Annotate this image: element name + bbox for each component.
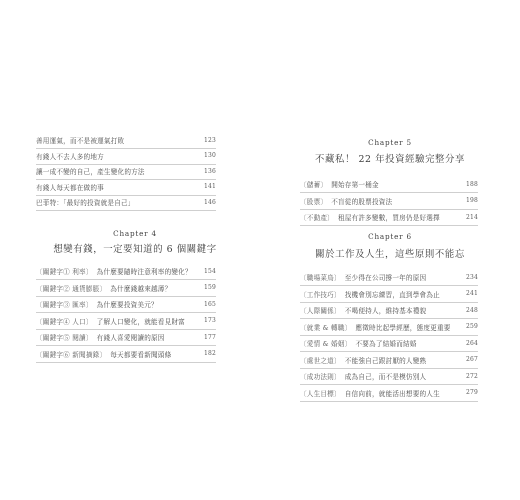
toc-entry-page-number: 241 bbox=[465, 290, 478, 297]
toc-entry-text: 不要為了結婚而結婚 bbox=[355, 340, 417, 348]
toc-entry-page-number: 141 bbox=[203, 183, 216, 190]
toc-entry-title bbox=[36, 197, 198, 207]
toc-entry-text: 善用運氣，而不是被運氣打敗 bbox=[36, 137, 125, 145]
toc-entry bbox=[300, 320, 478, 334]
toc-entry-text: 不能強自己跟討厭的人變熟 bbox=[344, 356, 427, 365]
toc-entry-tag: 〔愛情 & 婚姻〕 bbox=[300, 340, 352, 348]
toc-entry-text: 有錢人不去人多的地方 bbox=[36, 152, 104, 161]
toc-entry-tag: 〔就業 & 轉職〕 bbox=[300, 323, 352, 332]
toc-entry-title bbox=[300, 371, 460, 381]
chapter-5-label: Chapter 5 bbox=[368, 138, 412, 147]
toc-entry-title bbox=[36, 332, 198, 342]
toc-entry-tag: 〔人生目標〕 bbox=[300, 389, 341, 398]
toc-entry-title bbox=[36, 151, 198, 161]
toc-entry-title bbox=[300, 338, 460, 348]
toc-entry bbox=[300, 386, 478, 400]
toc-entry bbox=[300, 303, 478, 317]
toc-entry-page-number: 214 bbox=[465, 213, 478, 221]
toc-entry-title bbox=[300, 179, 460, 189]
toc-entry bbox=[300, 369, 478, 383]
toc-entry bbox=[300, 336, 478, 350]
toc-entry-page-number: 279 bbox=[465, 389, 478, 396]
toc-entry-title bbox=[36, 349, 198, 359]
toc-entry-tag: 〔關鍵字④ 人口〕 bbox=[36, 317, 93, 326]
toc-entry-page-number: 146 bbox=[203, 198, 216, 206]
toc-entry-page-number: 130 bbox=[203, 152, 216, 159]
toc-entry-tag: 〔職場菜鳥〕 bbox=[300, 274, 341, 282]
toc-entry-page-number: 123 bbox=[203, 136, 216, 144]
toc-entry bbox=[36, 297, 216, 311]
toc-entry-text: 不盲從的股票投資法 bbox=[331, 197, 393, 206]
toc-entry-text: 有錢人每天都在做的事 bbox=[36, 183, 104, 192]
toc-entry bbox=[36, 180, 216, 194]
toc-divider bbox=[300, 225, 478, 226]
toc-entry-text: 成為自己，而不是模仿別人 bbox=[344, 373, 427, 381]
toc-entry-title bbox=[300, 212, 460, 222]
toc-entry-tag: 〔關鍵字⑤ 閱讀〕 bbox=[36, 334, 93, 342]
toc-entry-page-number: 259 bbox=[465, 323, 478, 330]
toc-entry-text: 應徵時比起學經歷，態度更重要 bbox=[355, 323, 451, 332]
toc-entry-page-number: 198 bbox=[465, 197, 478, 204]
toc-entry-page-number: 248 bbox=[465, 306, 478, 314]
toc-entry-page-number: 154 bbox=[203, 267, 216, 275]
toc-entry-title bbox=[36, 299, 198, 309]
toc-entry-title bbox=[36, 135, 198, 145]
chapter-6-title: 關於工作及人生，這些原則不能忘 bbox=[315, 249, 465, 260]
toc-entry-tag: 〔關鍵字① 利率〕 bbox=[36, 268, 93, 276]
toc-entry bbox=[300, 353, 478, 367]
toc-entry-title bbox=[300, 388, 460, 398]
toc-entry bbox=[36, 330, 216, 344]
toc-entry-text: 有錢人喜愛閱讀的原因 bbox=[96, 334, 165, 342]
toc-entry-text: 為什麼要隨時注意利率的變化？ bbox=[96, 268, 192, 276]
toc-entry-text: 每天都要看新聞頭條 bbox=[110, 350, 172, 359]
toc-entry-tag: 〔人際關係〕 bbox=[300, 307, 341, 315]
toc-entry-text: 租屋有許多變數，買房仍是好選擇 bbox=[337, 214, 440, 222]
toc-entry-text: 了解人口變化，就能看見財富 bbox=[96, 317, 185, 326]
toc-entry-title bbox=[36, 316, 198, 326]
right-page bbox=[260, 0, 520, 500]
toc-entry-title bbox=[300, 322, 460, 332]
toc-entry bbox=[36, 281, 216, 295]
toc-entry-text: 為什麼錢越來越薄？ bbox=[110, 284, 172, 293]
toc-entry bbox=[36, 149, 216, 163]
toc-entry-page-number: 136 bbox=[203, 167, 216, 175]
chapter-4-label: Chapter 4 bbox=[113, 229, 157, 238]
chapter-6-label: Chapter 6 bbox=[368, 232, 412, 241]
toc-entry-page-number: 234 bbox=[465, 273, 478, 281]
toc-entry-title bbox=[36, 182, 198, 192]
toc-entry-text: 找機會別忘練習，直到學會為止 bbox=[344, 290, 440, 299]
toc-entry-text: 至少得在公司撐一年的原因 bbox=[344, 274, 427, 282]
chapter-5-title: 不藏私！ 22 年投資經驗完整分享 bbox=[315, 154, 465, 165]
toc-entry-text: 不喝便持人，維持基本禮貌 bbox=[344, 307, 427, 315]
toc-entry bbox=[300, 210, 478, 224]
toc-entry-text: 自信向前，就能活出想要的人生 bbox=[344, 389, 440, 398]
toc-entry-page-number: 165 bbox=[203, 300, 216, 308]
toc-entry-page-number: 267 bbox=[465, 356, 478, 363]
toc-entry bbox=[300, 177, 478, 191]
toc-entry-text: 為什麼要投資美元？ bbox=[96, 301, 158, 309]
toc-entry bbox=[36, 347, 216, 361]
toc-entry-page-number: 177 bbox=[203, 333, 216, 341]
toc-entry-tag: 〔關鍵字③ 匯率〕 bbox=[36, 301, 93, 309]
toc-entry-title bbox=[300, 272, 460, 282]
toc-entry bbox=[300, 270, 478, 284]
toc-entry-tag: 〔儲蓄〕 bbox=[300, 181, 328, 189]
toc-entry bbox=[36, 133, 216, 147]
toc-entry-tag: 〔不動產〕 bbox=[300, 214, 334, 222]
toc-entry bbox=[300, 194, 478, 208]
toc-entry-tag: 〔成功法則〕 bbox=[300, 373, 341, 381]
toc-entry-text: 巴菲特：「最好的投資就是自己」 bbox=[36, 199, 135, 207]
toc-entry-title bbox=[300, 196, 460, 206]
toc-entry-title bbox=[36, 283, 198, 293]
toc-divider bbox=[36, 210, 216, 211]
toc-entry-tag: 〔股票〕 bbox=[300, 197, 328, 206]
toc-entry-page-number: 173 bbox=[203, 317, 216, 324]
chapter-4-title: 想變有錢，一定要知道的 6 個關鍵字 bbox=[53, 244, 217, 255]
toc-entry bbox=[36, 195, 216, 209]
toc-entry-page-number: 159 bbox=[203, 284, 216, 291]
toc-entry-tag: 〔工作技巧〕 bbox=[300, 290, 341, 299]
toc-entry-text: 開始存第一桶金 bbox=[331, 181, 379, 189]
toc-entry-tag: 〔關鍵字⑥ 新聞摘錄〕 bbox=[36, 350, 107, 359]
toc-entry-tag: 〔關鍵字② 通貨膨脹〕 bbox=[36, 284, 107, 293]
toc-entry bbox=[36, 164, 216, 178]
toc-entry-title bbox=[36, 166, 198, 176]
toc-entry-page-number: 272 bbox=[465, 372, 478, 380]
toc-entry-page-number: 264 bbox=[465, 339, 478, 347]
toc-entry-title bbox=[300, 289, 460, 299]
toc-entry-page-number: 188 bbox=[465, 180, 478, 188]
toc-entry-title bbox=[300, 355, 460, 365]
toc-divider bbox=[36, 362, 216, 363]
toc-entry bbox=[36, 264, 216, 278]
toc-entry bbox=[36, 314, 216, 328]
toc-entry-page-number: 182 bbox=[203, 350, 216, 357]
toc-entry-tag: 〔處世之道〕 bbox=[300, 356, 341, 365]
toc-entry-text: 讓一成不變的自己，產生變化的方法 bbox=[36, 168, 145, 176]
toc-divider bbox=[300, 401, 478, 402]
toc-entry-title bbox=[300, 305, 460, 315]
toc-entry bbox=[300, 287, 478, 301]
toc-entry-title bbox=[36, 266, 198, 276]
